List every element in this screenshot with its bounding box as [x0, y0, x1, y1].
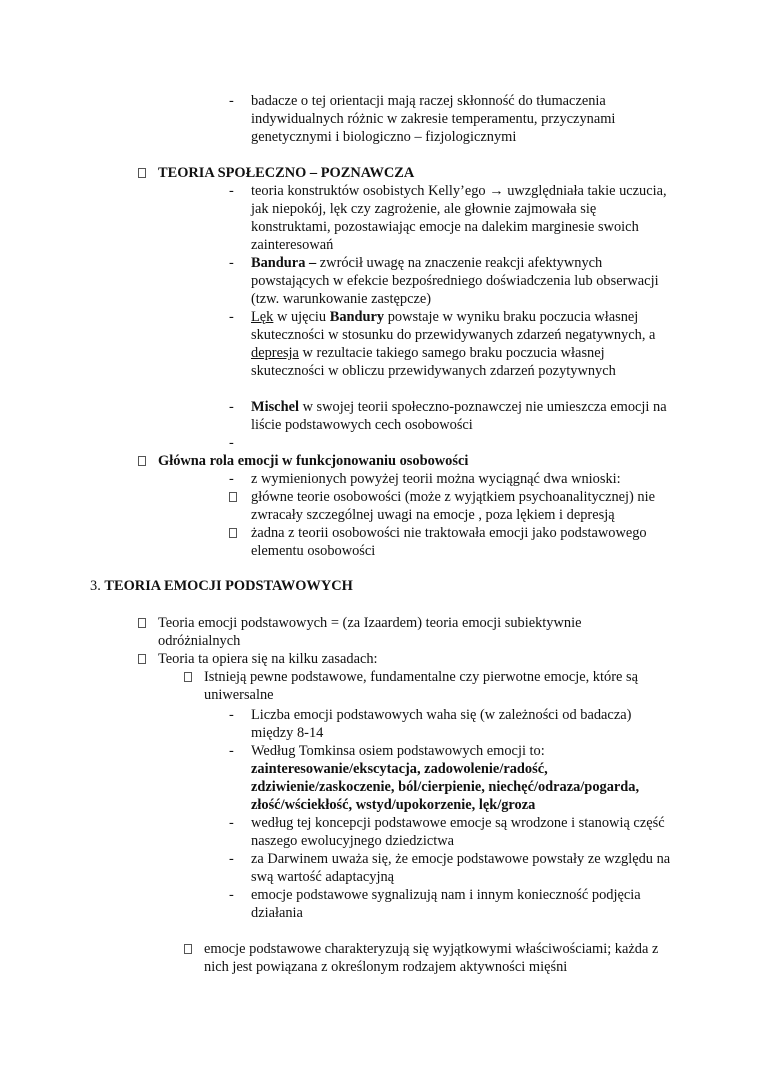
author-name: Mischel	[251, 399, 299, 415]
dash-marker: -	[229, 471, 234, 487]
list-item	[229, 814, 671, 850]
list-item	[229, 742, 681, 814]
term-underlined: Lęk	[251, 309, 274, 325]
item-text: za Darwinem uważa się, że emocje podstawowe powstały ze względu na swą wartość adaptacyjną	[251, 851, 671, 885]
dash-marker: -	[229, 435, 234, 451]
item-text: emocje podstawowe sygnalizują nam i innym konieczność podjęcia działania	[251, 887, 641, 921]
item-text: Teoria emocji podstawowych = (za Izaardem) teoria emocji subiektywnie odróżnialnych	[158, 615, 582, 649]
section-title: Główna rola emocji w funkcjonowaniu osobowości	[158, 453, 469, 469]
dash-marker: -	[229, 815, 234, 831]
dash-marker: -	[229, 93, 234, 109]
item-text: uwzględniała takie uczucia, jak niepokój, lęk czy zagrożenie, ale głownie zajmowała się konstruktami, pozostawiając emocje na dalekim marginesie swoich zainteresowań	[251, 183, 667, 253]
item-text: w rezultacie takiego samego braku poczucia własnej skuteczności w obliczu przewidywanych zdarzeń pozytywnych	[251, 345, 616, 379]
item-text: badacze o tej orientacji mają raczej skłonność do tłumaczenia indywidualnych różnic w zakresie temperamentu, przyczynami genetycznymi i biologiczno – fizjologicznymi	[251, 93, 616, 145]
heading-title: TEORIA EMOCJI PODSTAWOWYCH	[104, 578, 353, 594]
bullet-square-icon	[184, 672, 192, 682]
author-name: Bandura –	[251, 255, 317, 271]
term-underlined: depresja	[251, 345, 299, 361]
bullet-square-icon	[184, 944, 192, 954]
list-item	[229, 254, 671, 308]
list-item	[204, 940, 679, 976]
bullet-square-icon	[138, 168, 146, 178]
dash-marker: -	[229, 743, 234, 759]
bullet-square-icon	[229, 492, 237, 502]
item-text: żadna z teorii osobowości nie traktowała emocji jako podstawowego elementu osobowości	[251, 525, 647, 559]
item-text: zwrócił uwagę na znaczenie reakcji afektywnych powstających w efekcie bezpośredniego doświadczenia lub obserwacji (tzw. warunkowanie zastępcze)	[251, 255, 659, 307]
heading-number: 3.	[90, 578, 101, 594]
list-item	[229, 470, 681, 488]
item-text: emocje podstawowe charakteryzują się wyjątkowymi właściwościami; każda z nich jest powiązana z określonym rodzajem aktywności mięśni	[204, 941, 659, 975]
list-item	[229, 850, 671, 886]
item-text: z wymienionych powyżej teorii można wyciągnąć dwa wnioski:	[251, 471, 621, 487]
emotion-list: zainteresowanie/ekscytacja, zadowolenie/radość, zdziwienie/zaskoczenie, ból/cierpienie, niechęć/odraza/pogarda, złość/wściekłość, wstyd/upokorzenie, lęk/groza	[251, 761, 640, 813]
dash-marker: -	[229, 183, 234, 199]
item-text: w swojej teorii społeczno-poznawczej nie umieszcza emocji na liście podstawowych cech osobowości	[251, 399, 667, 433]
dash-marker: -	[229, 707, 234, 723]
arrow-right-icon: →	[489, 183, 504, 199]
list-item	[204, 668, 679, 704]
list-item	[229, 706, 671, 742]
item-text: według tej koncepcji podstawowe emocje są wrodzone i stanowią część naszego ewolucyjnego dziedzictwa	[251, 815, 665, 849]
item-text: w ujęciu	[273, 309, 330, 325]
bullet-square-icon	[229, 528, 237, 538]
list-item	[158, 650, 628, 668]
item-text: powstaje w wyniku braku poczucia własnej skuteczności w stosunku do przewidywanych zdarzeń negatywnych, a	[251, 309, 656, 343]
list-item	[229, 182, 671, 254]
list-item	[251, 488, 681, 524]
dash-marker: -	[229, 309, 234, 325]
list-item	[158, 614, 628, 650]
item-text: Teoria ta opiera się na kilku zasadach:	[158, 651, 378, 667]
section-title: TEORIA SPOŁECZNO – POZNAWCZA	[158, 165, 415, 181]
section-social-cognitive	[158, 164, 658, 182]
dash-marker: -	[229, 851, 234, 867]
item-text: Według Tomkinsa osiem podstawowych emocji to:	[251, 743, 545, 759]
list-item	[251, 524, 681, 560]
item-text: główne teorie osobowości (może z wyjątkiem psychoanalitycznej) nie zwracały szczególnej uwagi na emocje , poza lękiem i depresją	[251, 489, 656, 523]
dash-marker: -	[229, 887, 234, 903]
bullet-square-icon	[138, 654, 146, 664]
dash-marker: -	[229, 399, 234, 415]
item-text: Istnieją pewne podstawowe, fundamentalne czy pierwotne emocje, które są uniwersalne	[204, 669, 638, 703]
bullet-square-icon	[138, 618, 146, 628]
section-main-role	[158, 452, 658, 470]
item-text: Liczba emocji podstawowych waha się (w zależności od badacza) między 8-14	[251, 707, 632, 741]
dash-marker: -	[229, 255, 234, 271]
heading-3	[90, 577, 590, 595]
item-text: teoria konstruktów osobistych Kelly’ego	[251, 183, 486, 199]
list-item	[229, 92, 681, 146]
list-item	[229, 398, 671, 434]
list-item	[229, 308, 681, 380]
list-item	[229, 886, 681, 922]
bullet-square-icon	[138, 456, 146, 466]
author-name: Bandury	[329, 309, 385, 325]
